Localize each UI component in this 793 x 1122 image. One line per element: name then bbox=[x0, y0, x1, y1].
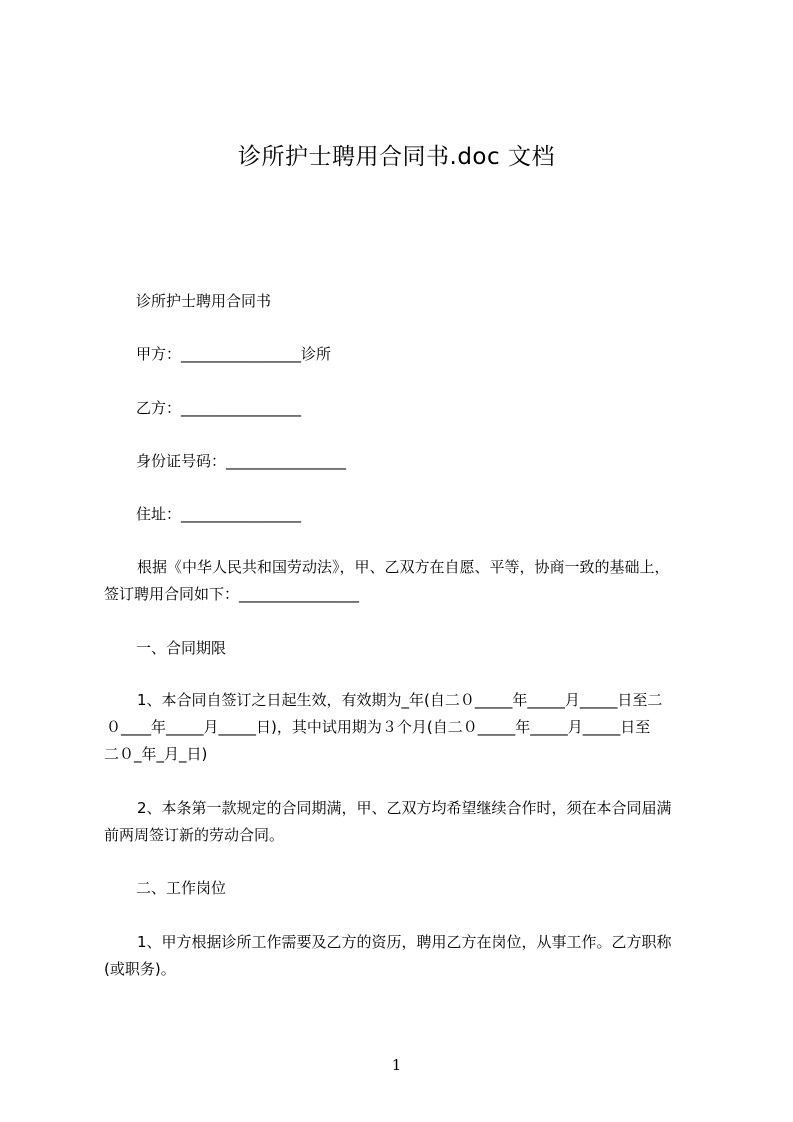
section-1-clause-2 bbox=[104, 795, 710, 849]
clause-2-1-line-1: 1、甲方根据诊所工作需要及乙方的资历，聘用乙方在岗位，从事工作。乙方职称 bbox=[137, 933, 672, 951]
document-title: 诊所护士聘用合同书.doc 文档 bbox=[238, 144, 555, 170]
party-b-field: 乙方：________________ bbox=[136, 399, 302, 417]
clause-1-2-line-2: 前两周签订新的劳动合同。 bbox=[104, 826, 285, 844]
clause-1-1-line-1: 1、本合同自签订之日起生效，有效期为_年(自二０_____年_____月_____日至二 bbox=[137, 691, 663, 709]
preamble-line-2: 签订聘用合同如下：________________ bbox=[104, 585, 360, 603]
party-a-field: 甲方：________________诊所 bbox=[136, 345, 332, 363]
preamble-line-1: 根据《中华人民共和国劳动法》，甲、乙双方在自愿、平等，协商一致的基础上， bbox=[137, 558, 670, 576]
section-2-clause-1 bbox=[104, 929, 710, 983]
preamble-paragraph bbox=[104, 554, 710, 608]
id-number-field: 身份证号码：________________ bbox=[136, 452, 347, 470]
clause-1-1-line-3: 二０_年_月_日) bbox=[104, 745, 208, 763]
section-1-clause-1 bbox=[104, 687, 710, 768]
clause-1-1-line-2: ０____年_____月_____日)，其中试用期为３个月(自二０_____年_____月_____日至 bbox=[106, 718, 651, 736]
address-field: 住址：________________ bbox=[136, 505, 302, 523]
page-number: 1 bbox=[391, 1056, 402, 1074]
clause-2-1-line-2: (或职务)。 bbox=[104, 960, 176, 978]
contract-heading: 诊所护士聘用合同书 bbox=[136, 292, 272, 310]
section-2-title: 二、工作岗位 bbox=[136, 879, 227, 897]
clause-1-2-line-1: 2、本条第一款规定的合同期满，甲、乙双方均希望继续合作时，须在本合同届满 bbox=[137, 799, 672, 817]
section-1-title: 一、合同期限 bbox=[136, 639, 227, 657]
